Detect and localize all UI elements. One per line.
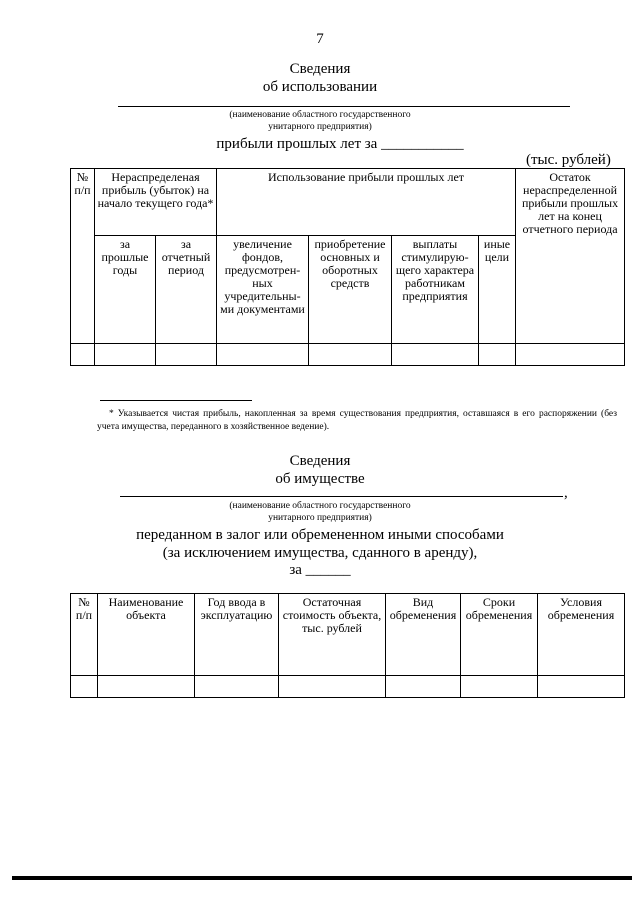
section2-subtitle-line1: переданном в залог или обремененном иными способами xyxy=(136,527,504,543)
enterprise-name-line xyxy=(118,106,570,107)
enterprise-caption2-line2: унитарного предприятия) xyxy=(268,513,372,523)
section2-subtitle-line3: за ______ xyxy=(289,562,351,578)
sub-assets: приобретение основных и оборотных средств xyxy=(309,236,392,344)
sub-bonus: выплаты стимулирую-щего характера работникам предприятия xyxy=(392,236,479,344)
table-cell[interactable] xyxy=(71,344,95,366)
table-cell[interactable] xyxy=(71,676,98,698)
section2-title-line2: об имуществе xyxy=(275,471,365,487)
table-cell[interactable] xyxy=(279,676,386,698)
table-cell[interactable] xyxy=(392,344,479,366)
enterprise-caption-line1: (наименование областного государственного xyxy=(229,110,411,120)
col-number-header-2: № п/п xyxy=(71,594,98,676)
col-usage-header: Использование прибыли прошлых лет xyxy=(217,169,516,236)
section1-title-line2: об использовании xyxy=(262,79,378,95)
table-cell[interactable] xyxy=(217,344,309,366)
table-row xyxy=(71,344,625,366)
col-remainder-header: Остаток нераспределенной прибыли прошлых лет на конец отчетного периода xyxy=(516,169,625,344)
section2-subtitle-line2: (за исключением имущества, сданного в аренду), xyxy=(162,545,478,561)
enterprise-caption-line2: унитарного предприятия) xyxy=(268,122,372,132)
section1-subtitle: прибыли прошлых лет за ___________ xyxy=(216,136,464,152)
sub-report-period: за отчетный период xyxy=(156,236,217,344)
units-label: (тыс. рублей) xyxy=(526,152,611,168)
section2-title-line1: Сведения xyxy=(289,453,351,469)
table-cell[interactable] xyxy=(461,676,538,698)
page-bottom-border xyxy=(12,876,632,880)
col-number-header: № п/п xyxy=(71,169,95,344)
col-name-header: Наименование объекта xyxy=(98,594,195,676)
enterprise-name-line-2 xyxy=(120,496,563,497)
col-conditions-header: Условия обременения xyxy=(538,594,625,676)
table-cell[interactable] xyxy=(95,344,156,366)
table-cell[interactable] xyxy=(309,344,392,366)
footnote-separator xyxy=(100,400,252,401)
table-cell[interactable] xyxy=(156,344,217,366)
table-row xyxy=(71,676,625,698)
section1-title-line1: Сведения xyxy=(289,61,351,77)
col-retained-header: Нераспределеная прибыль (убыток) на начало текущего года* xyxy=(95,169,217,236)
table-cell[interactable] xyxy=(386,676,461,698)
footnote-text: * Указывается чистая прибыль, накопленная за время существования предприятия, оставшаяся в его распоряжении (без учета имущества, переданного в хозяйственное ведение). xyxy=(97,409,617,432)
property-table xyxy=(70,593,625,698)
col-value-header: Остаточная стоимость объекта, тыс. рублей xyxy=(279,594,386,676)
table-cell[interactable] xyxy=(538,676,625,698)
sub-past-years: за прошлые годы xyxy=(95,236,156,344)
col-type-header: Вид обременения xyxy=(386,594,461,676)
page-number: 7 xyxy=(316,31,324,47)
table-cell[interactable] xyxy=(516,344,625,366)
table-cell[interactable] xyxy=(195,676,279,698)
profit-usage-table xyxy=(70,168,625,366)
table-cell[interactable] xyxy=(479,344,516,366)
comma: , xyxy=(564,485,568,501)
table-cell[interactable] xyxy=(98,676,195,698)
sub-other: иные цели xyxy=(479,236,516,344)
col-year-header: Год ввода в эксплуатацию xyxy=(195,594,279,676)
enterprise-caption2-line1: (наименование областного государственного xyxy=(229,501,411,511)
sub-funds: увеличение фондов, предусмотрен-ных учредительны-ми документами xyxy=(217,236,309,344)
col-term-header: Сроки обременения xyxy=(461,594,538,676)
